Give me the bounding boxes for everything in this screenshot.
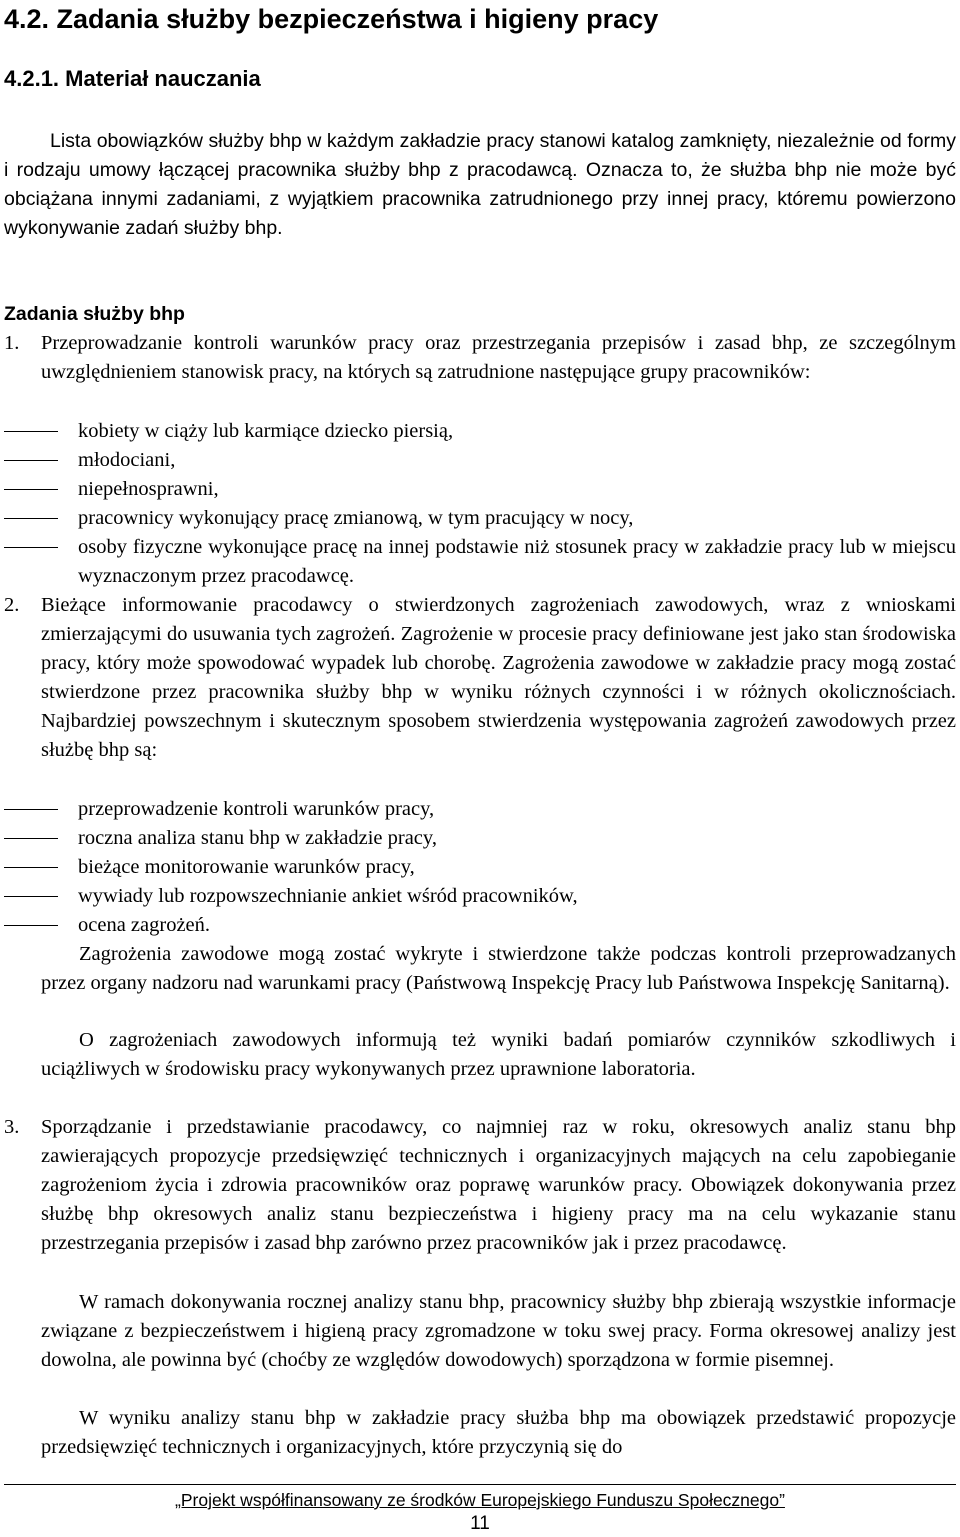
task-2-number: 2. (4, 594, 20, 616)
bullet-dash (4, 896, 58, 897)
list-item: roczna analiza stanu bhp w zakładzie pracy, (78, 827, 437, 849)
task-3-paragraph-1: W ramach dokonywania rocznej analizy stanu bhp, pracownicy służby bhp zbierają wszystkie informacje związane z bezpieczeństwem i higieną pracy zgromadzone w toku swej pracy. Forma okresowej analizy jest dowolna, ale powinna być (choćby ze względów dowodowych) sporządzona w formie pisemnej. (41, 1291, 956, 1371)
task-2-paragraph-2: O zagrożeniach zawodowych informują też wyniki badań pomiarów czynników szkodliwych i uciążliwych w środowisku pracy wykonywanych przez uprawnione laboratoria. (41, 1029, 956, 1080)
bullet-dash (4, 867, 58, 868)
list-item: ocena zagrożeń. (78, 914, 211, 936)
list-item: młodociani, (78, 449, 176, 471)
task-2-text: Bieżące informowanie pracodawcy o stwierdzonych zagrożeniach zawodowych, wraz z wnioskami zmierzającymi do usuwania tych zagrożeń. Zagrożenie w procesie pracy definiowane jest jako stan środowiska pracy, który może spowodować wypadek lub chorobę. Zagrożenia zawodowe w zakładzie pracy mogą zostać stwierdzone przez pracownika służby bhp w wyniku różnych czynności i w różnych okolicznościach. Najbardziej powszechnym i skutecznym sposobem stwierdzenia występowania zagrożeń zawodowych przez służbę bhp są: (41, 594, 956, 761)
intro-paragraph: Lista obowiązków służby bhp w każdym zakładzie pracy stanowi katalog zamknięty, niezależnie od formy i rodzaju umowy łączącej pracownika służby bhp z pracodawcą. Oznacza to, że służba bhp nie może być obciążana innymi zadaniami, z wyjątkiem pracownika zatrudnionego przy innej pracy, któremu powierzono wykonywanie zadań służby bhp. (4, 130, 956, 239)
footer-divider (4, 1484, 956, 1485)
bullet-dash (4, 518, 58, 519)
task-2-paragraph-1: Zagrożenia zawodowe mogą zostać wykryte i stwierdzone także podczas kontroli przeprowadzanych przez organy nadzoru nad warunkami pracy (Państwową Inspekcję Pracy lub Państwowa Inspekcję Sanitarną). (41, 943, 956, 994)
task-1-text: Przeprowadzanie kontroli warunków pracy oraz przestrzegania przepisów i zasad bhp, ze szczególnym uwzględnieniem stanowisk pracy, na których są zatrudnione następujące grupy pracowników: (41, 332, 956, 383)
task-3-paragraph-2: W wyniku analizy stanu bhp w zakładzie pracy służba bhp ma obowiązek przedstawić propozycje przedsięwzięć technicznych i organizacyjnych, które przyczynią się do (41, 1407, 956, 1458)
list-item: osoby fizyczne wykonujące pracę na innej podstawie niż stosunek pracy w zakładzie pracy lub w miejscu wyznaczonym przez pracodawcę. (78, 536, 956, 587)
tasks-heading: Zadania służby bhp (4, 303, 185, 325)
bullet-dash (4, 460, 58, 461)
bullet-dash (4, 925, 58, 926)
page-number: 11 (470, 1513, 490, 1534)
bullet-dash (4, 838, 58, 839)
section-title: 4.2. Zadania służby bezpieczeństwa i higieny pracy (4, 4, 659, 34)
list-item: pracownicy wykonujący pracę zmianową, w tym pracujący w nocy, (78, 507, 634, 529)
footer-project-note: „Projekt współfinansowany ze środków Europejskiego Funduszu Społecznego” (175, 1490, 785, 1510)
list-item: przeprowadzenie kontroli warunków pracy, (78, 798, 435, 820)
list-item: niepełnosprawni, (78, 478, 219, 500)
task-3-number: 3. (4, 1116, 20, 1138)
bullet-dash (4, 547, 58, 548)
bullet-dash (4, 431, 58, 432)
subsection-title: 4.2.1. Materiał nauczania (4, 66, 261, 91)
list-item: wywiady lub rozpowszechnianie ankiet wśród pracowników, (78, 885, 578, 907)
list-item: kobiety w ciąży lub karmiące dziecko piersią, (78, 420, 454, 442)
task-3-text: Sporządzanie i przedstawianie pracodawcy, co najmniej raz w roku, okresowych analiz stanu bhp zawierających propozycje przedsięwzięć technicznych i organizacyjnych mających na celu zapobieganie zagrożeniom życia i zdrowia pracowników oraz poprawę warunków pracy. Obowiązek dokonywania przez służbę bhp okresowych analiz stanu bezpieczeństwa i higieny pracy ma na celu wykazanie stanu przestrzegania przepisów i zasad bhp zarówno przez pracowników jak i przez pracodawcę. (41, 1116, 956, 1254)
bullet-dash (4, 809, 58, 810)
task-1-number: 1. (4, 332, 20, 354)
bullet-dash (4, 489, 58, 490)
footer (0, 1488, 960, 1512)
list-item: bieżące monitorowanie warunków pracy, (78, 856, 415, 878)
